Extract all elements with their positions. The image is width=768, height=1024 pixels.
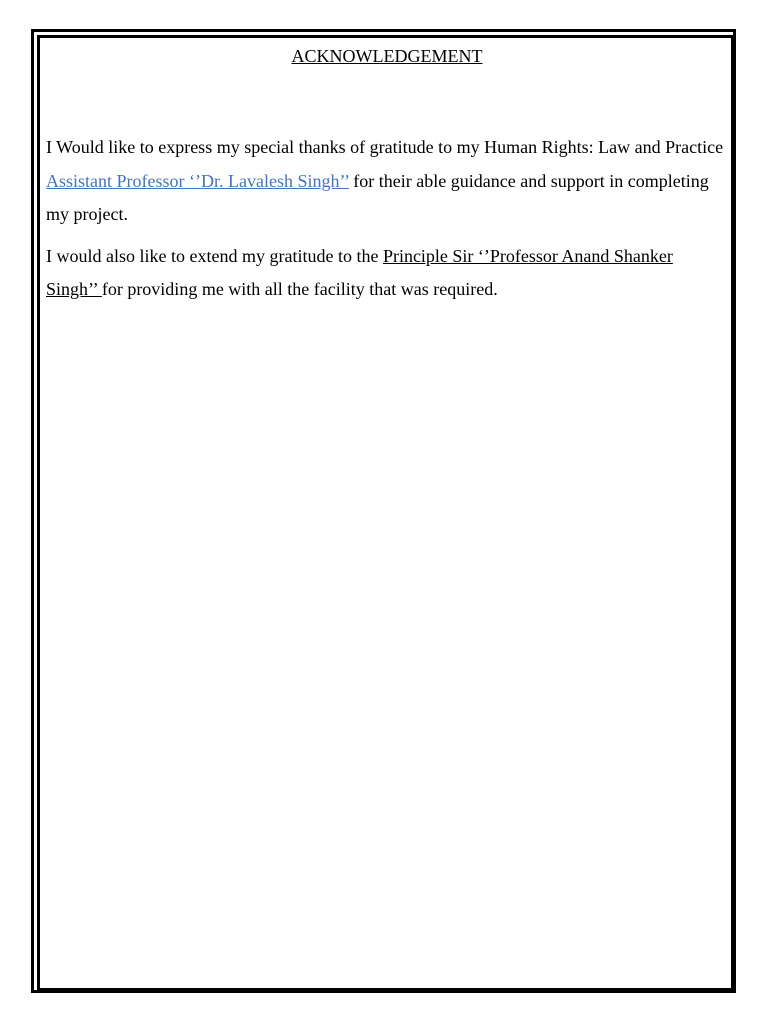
paragraph-thanks — [46, 131, 726, 232]
document-body — [46, 44, 726, 307]
assistant-professor-link[interactable]: Assistant Professor ‘’Dr. Lavalesh Singh’’ — [46, 170, 349, 191]
principal-name: Principle Sir ‘’Professor Anand Shanker Singh’’ — [46, 245, 673, 299]
paragraph-gratitude — [46, 240, 726, 307]
paragraph-gratitude-text-after: for providing me with all the facility that was required. — [101, 279, 498, 299]
paragraph-gratitude-text-before: I would also like to extend my gratitude to the — [46, 245, 383, 266]
paragraph-thanks-text-after: for their able guidance and support in completing my project. — [46, 170, 709, 224]
document-title: ACKNOWLEDGEMENT — [291, 46, 483, 66]
paragraph-thanks-text-before: I Would like to express my special thanks of gratitude to my Human Rights: Law and Practice — [46, 137, 724, 157]
